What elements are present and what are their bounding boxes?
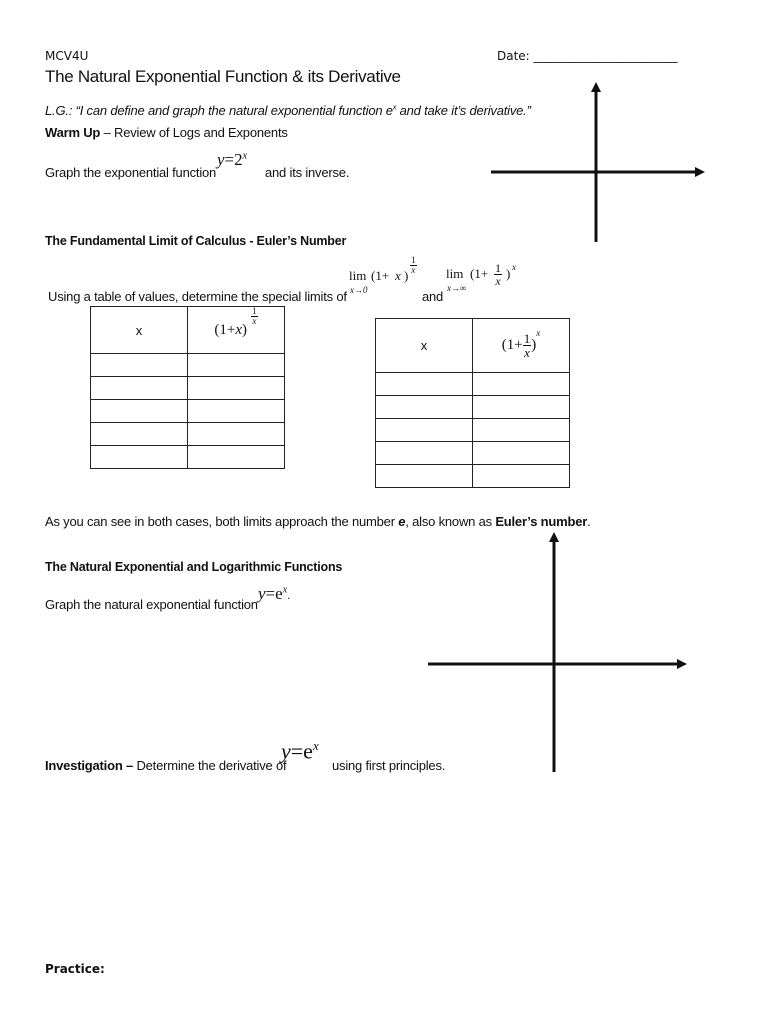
table1-cell[interactable] [91,400,188,423]
lim-sub-2: x→∞ [447,283,467,293]
lim-exp-num-1: 1 [411,255,416,265]
table2-cell[interactable] [376,465,473,488]
investigation-function-y: y [281,738,291,764]
table2-frac-den: x [524,345,530,360]
warmup-subtitle: – Review of Logs and Exponents [100,125,288,140]
investigation-function [281,738,319,764]
conclusion-euler: Euler’s number [495,514,588,529]
investigation-post: using first principles. [332,758,446,773]
lim-word-2: lim [446,266,464,281]
course-code: MCV4U [45,49,89,63]
limit-expression-2 [446,262,526,298]
conclusion-e: e [398,514,406,529]
lim-frac-den-2: x [495,274,501,288]
table1-header-expr [188,307,285,354]
table1-expr-x: x [235,322,242,338]
conclusion-mid: , also known as [405,514,496,529]
natural-function-y: y [258,584,266,603]
table2-cell[interactable] [473,419,570,442]
practice-label: Practice: [45,962,105,976]
table1-cell[interactable] [188,377,285,400]
table2-header-expr [473,319,570,373]
table2-header-x: x [376,319,473,373]
table1-cell[interactable] [188,354,285,377]
lim-base-2: (1+ [470,266,489,281]
natural-heading: The Natural Exponential and Logarithmic Functions [45,560,343,574]
lim-sub-1: x→0 [350,285,368,295]
table2-expr-close: ) [531,336,537,353]
table2-cell[interactable] [473,465,570,488]
date-label: Date: ________________________ [497,49,678,63]
lim-exp-1 [410,256,417,275]
lim-word-1: lim [349,268,367,283]
lim-close-2: ) [506,266,511,281]
limit-heading: The Fundamental Limit of Calculus - Euler’s Number [45,234,347,248]
warmup-function-eq: =2 [224,150,243,169]
table1-cell[interactable] [188,423,285,446]
warmup-function-y: y [217,150,225,169]
lim-frac-2 [494,262,502,287]
table2-cell[interactable] [473,442,570,465]
natural-function-exp: x [282,584,288,596]
lim-close-1: ) [404,268,409,283]
investigation-heading: Investigation – [45,758,134,773]
table2-expr-exp: x [536,327,541,338]
table2-expr-base: (1+ [501,336,523,353]
table-limit-2 [375,318,570,488]
investigation-function-eq: =e [290,738,313,764]
natural-function [258,584,290,604]
investigation-body: Determine the derivative of [133,758,287,773]
table1-exp-den: x [252,316,257,326]
table1-cell[interactable] [91,446,188,469]
warmup-instruction-pre: Graph the exponential function [45,165,217,180]
natural-axes [426,530,690,774]
warmup-title: Warm Up [45,125,101,140]
natural-instruction: Graph the natural exponential function [45,597,258,612]
table1-cell[interactable] [91,354,188,377]
warmup-function [217,150,247,170]
limit-expression-1 [349,256,429,296]
lim-exp-den-1: x [411,265,416,275]
natural-function-dot: . [287,588,291,602]
warmup-axes [488,82,708,244]
table1-expr-base: (1+ [214,322,236,338]
investigation-text [45,758,286,773]
table1-expr-close: ) [241,322,247,338]
table2-expr-frac [523,332,532,359]
warmup-function-exp: x [242,150,248,162]
lim-x-1: x [395,268,401,283]
learning-goal-superscript: x [392,104,397,112]
table1-exp-num: 1 [252,306,257,316]
limit-and: and [422,289,444,304]
learning-goal-text: L.G.: “I can define and graph the natural exponential function e [45,103,393,118]
table2-cell[interactable] [376,419,473,442]
learning-goal-suffix: and take it’s derivative.” [396,103,531,118]
table2-cell[interactable] [376,442,473,465]
page-title: The Natural Exponential Function & its Derivative [45,67,401,86]
limit-conclusion [45,514,591,529]
table2-cell[interactable] [376,396,473,419]
table1-cell[interactable] [188,446,285,469]
table1-cell[interactable] [188,400,285,423]
conclusion-pre: As you can see in both cases, both limits approach the number [45,514,399,529]
lim-base-1: (1+ [371,268,390,283]
natural-function-eq: =e [265,584,283,603]
learning-goal [45,103,531,118]
table1-header-x: x [91,307,188,354]
table2-cell[interactable] [473,373,570,396]
table-limit-1 [90,306,285,469]
table2-cell[interactable] [473,396,570,419]
warmup-instruction-post: and its inverse. [265,165,350,180]
warmup-heading [45,125,288,140]
table2-frac-num: 1 [523,331,531,346]
table1-cell[interactable] [91,377,188,400]
investigation-function-exp: x [312,738,319,753]
limit-instruction: Using a table of values, determine the special limits of [48,289,347,304]
table1-cell[interactable] [91,423,188,446]
lim-exp-2: x [512,262,516,272]
table2-cell[interactable] [376,373,473,396]
lim-frac-num-2: 1 [495,261,501,275]
table1-expr-exp [251,307,258,326]
conclusion-period: . [587,514,591,529]
